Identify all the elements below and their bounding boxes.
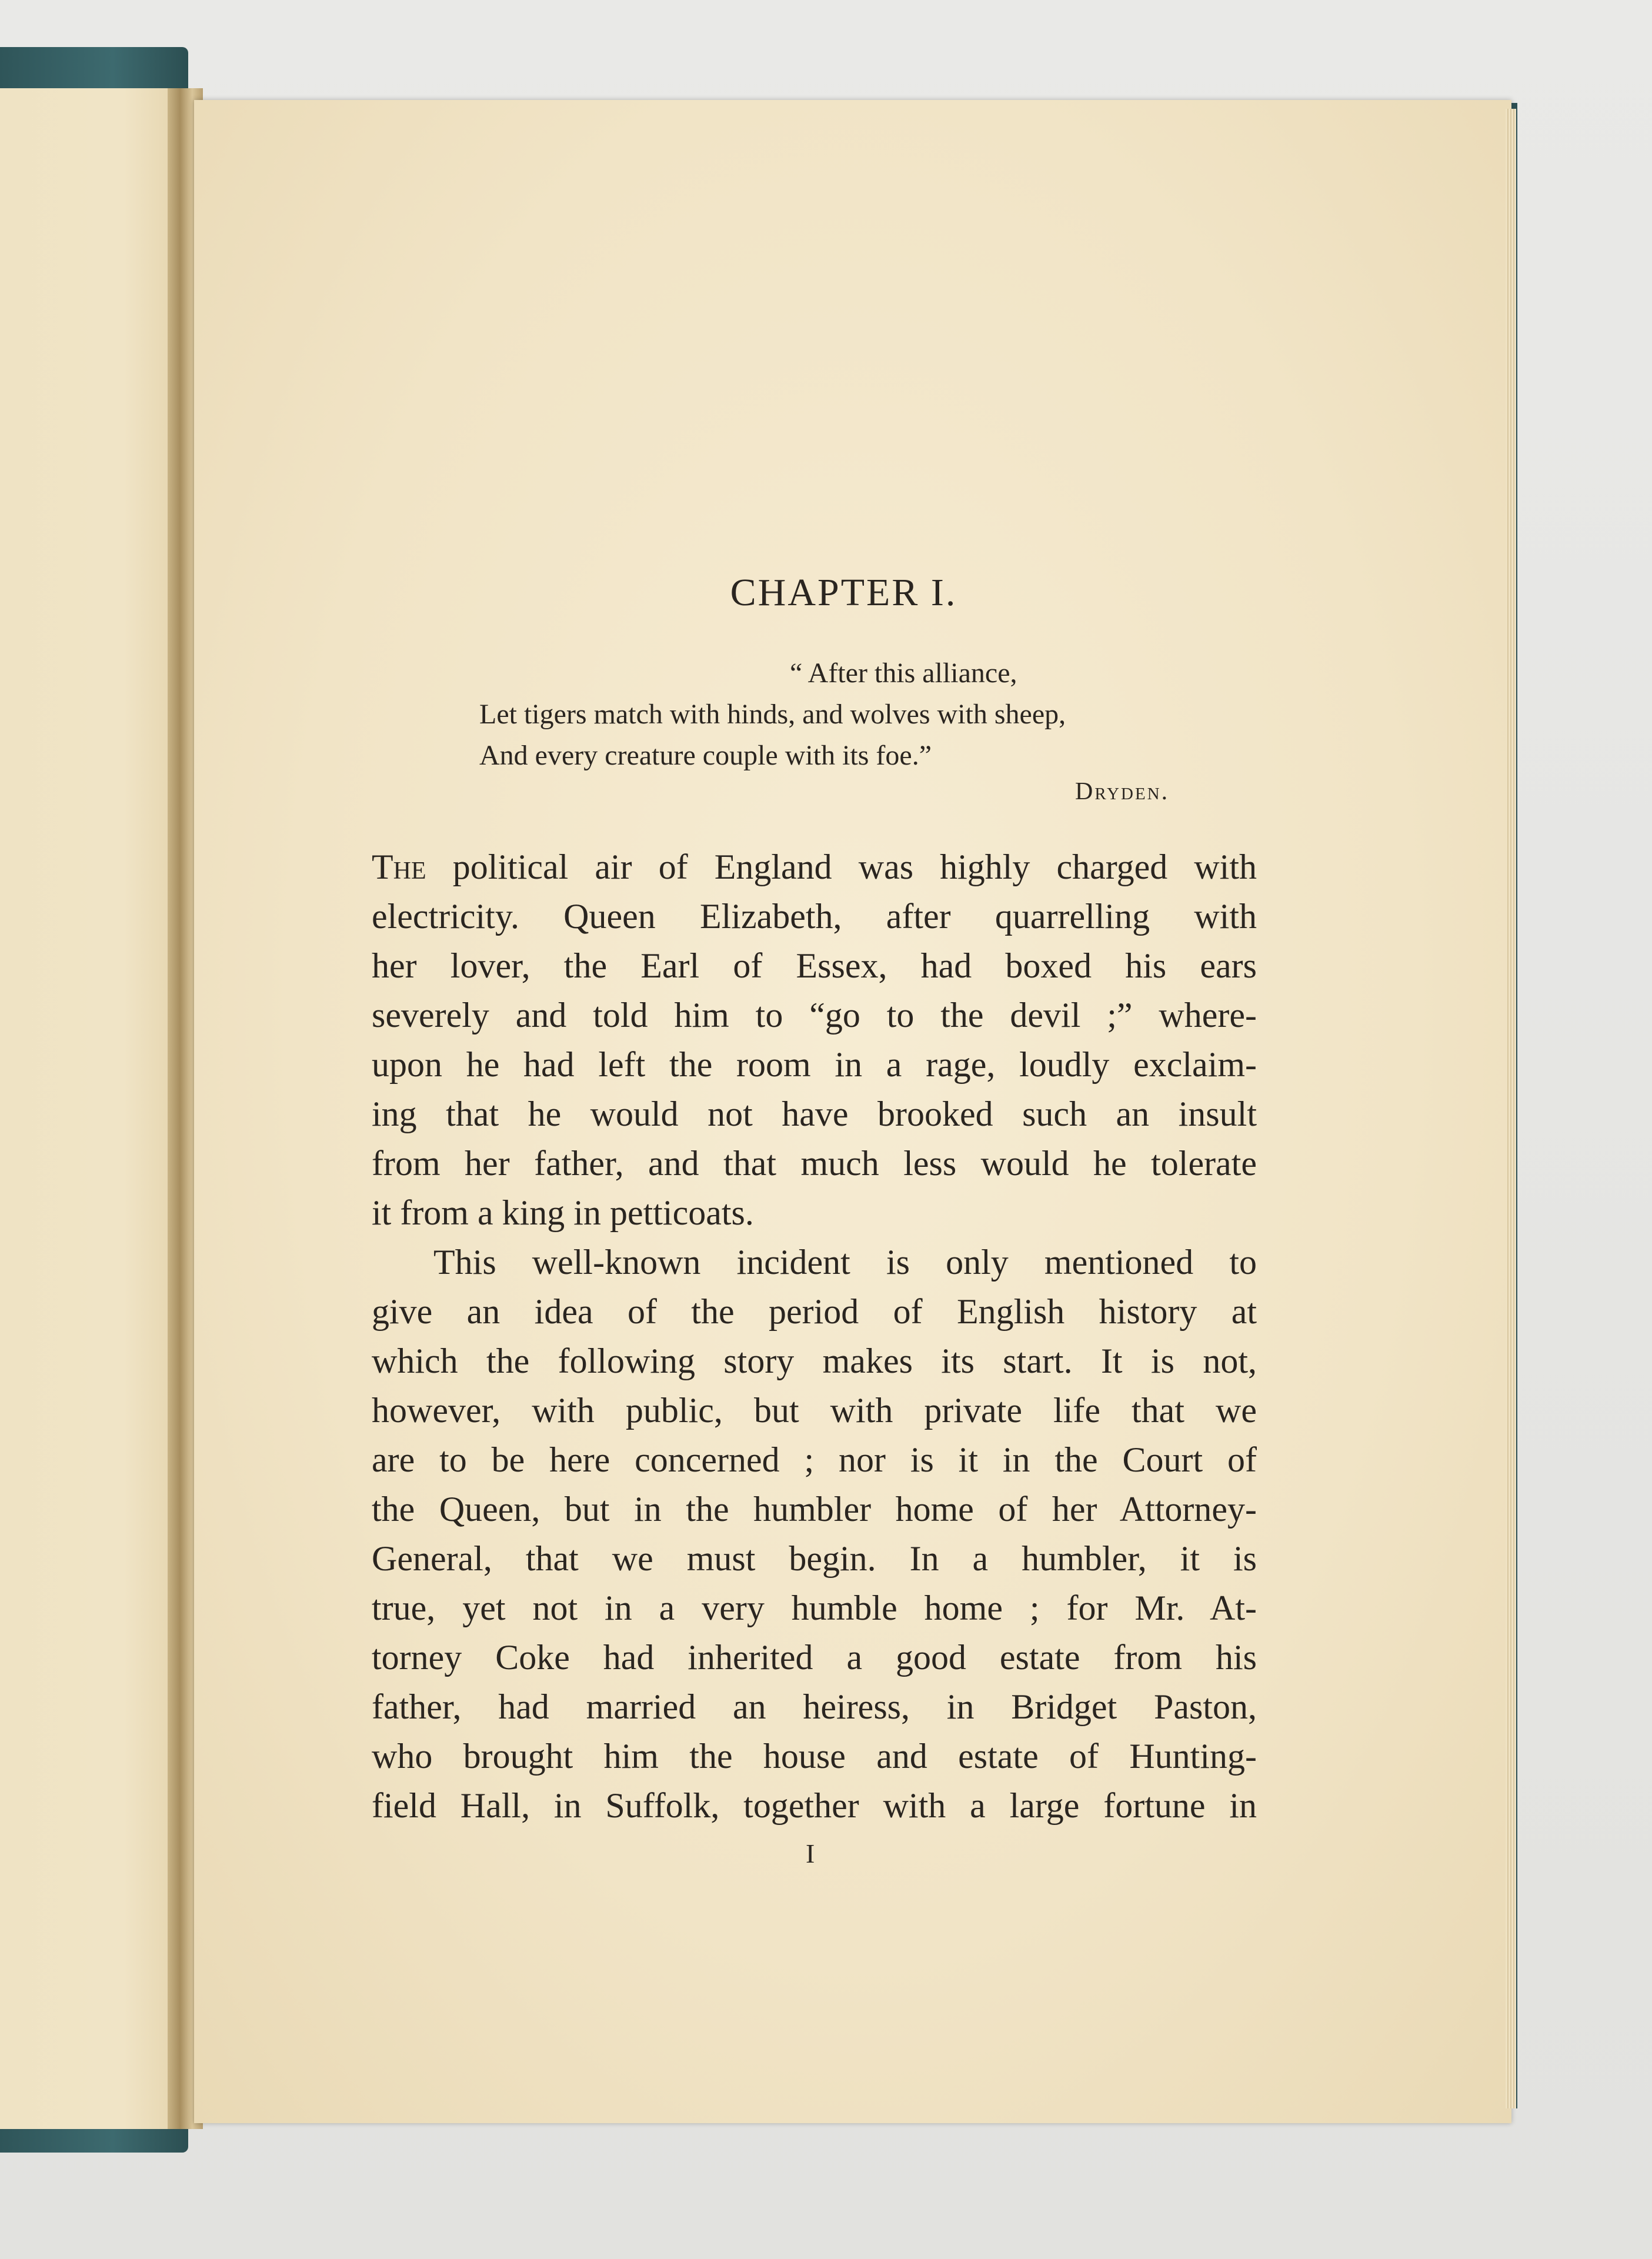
text-line: ing that he would not have brooked such an insult [372, 1095, 1257, 1133]
epigraph-attribution: Dryden. [1075, 778, 1170, 805]
body-text [372, 842, 1257, 1830]
text-line: General, that we must begin. In a humbler, it is [372, 1539, 1257, 1578]
text-line: are to be here concerned ; nor is it in the Court of [372, 1440, 1257, 1479]
text-line: upon he had left the room in a rage, loudly exclaim- [372, 1045, 1257, 1084]
lead-initial: T [372, 847, 393, 886]
text-line: electricity. Queen Elizabeth, after quarrelling with [372, 897, 1257, 936]
text-line: it from a king in petticoats. [372, 1193, 754, 1232]
text-line: torney Coke had inherited a good estate from his [372, 1638, 1257, 1677]
text-line: which the following story makes its start. It is not, [372, 1342, 1257, 1380]
text-line: from her father, and that much less would he tolerate [372, 1144, 1257, 1183]
text-line: This well-known incident is only mentioned to [433, 1243, 1257, 1282]
epigraph-line-2: Let tigers match with hinds, and wolves with sheep, [479, 699, 1066, 730]
epigraph-line-1: “ After this alliance, [790, 658, 1017, 689]
text-line: her lover, the Earl of Essex, had boxed his ears [372, 946, 1257, 985]
page-edges [1506, 109, 1516, 2108]
epigraph-line-3: And every creature couple with its foe.” [479, 740, 932, 771]
text-line: father, had married an heiress, in Bridget Paston, [372, 1687, 1257, 1726]
text-line: severely and told him to “go to the devil ;” where- [372, 996, 1257, 1035]
text-line: true, yet not in a very humble home ; for Mr. At- [372, 1589, 1257, 1627]
text-line: give an idea of the period of English history at [372, 1292, 1257, 1331]
text-line: however, with public, but with private life that we [372, 1391, 1257, 1430]
text-line [372, 842, 1257, 892]
text-line: who brought him the house and estate of Hunting- [372, 1737, 1257, 1776]
page-number: I [806, 1838, 815, 1868]
text-line: the Queen, but in the humbler home of her Attorney- [372, 1490, 1257, 1529]
text-line: field Hall, in Suffolk, together with a large fortune in [372, 1786, 1257, 1825]
epigraph [479, 653, 1066, 776]
chapter-title: CHAPTER I. [730, 571, 957, 614]
left-endpaper [0, 88, 176, 2129]
text-line-content: political air of England was highly charged with [426, 847, 1257, 886]
lead-rest: he [393, 847, 426, 886]
